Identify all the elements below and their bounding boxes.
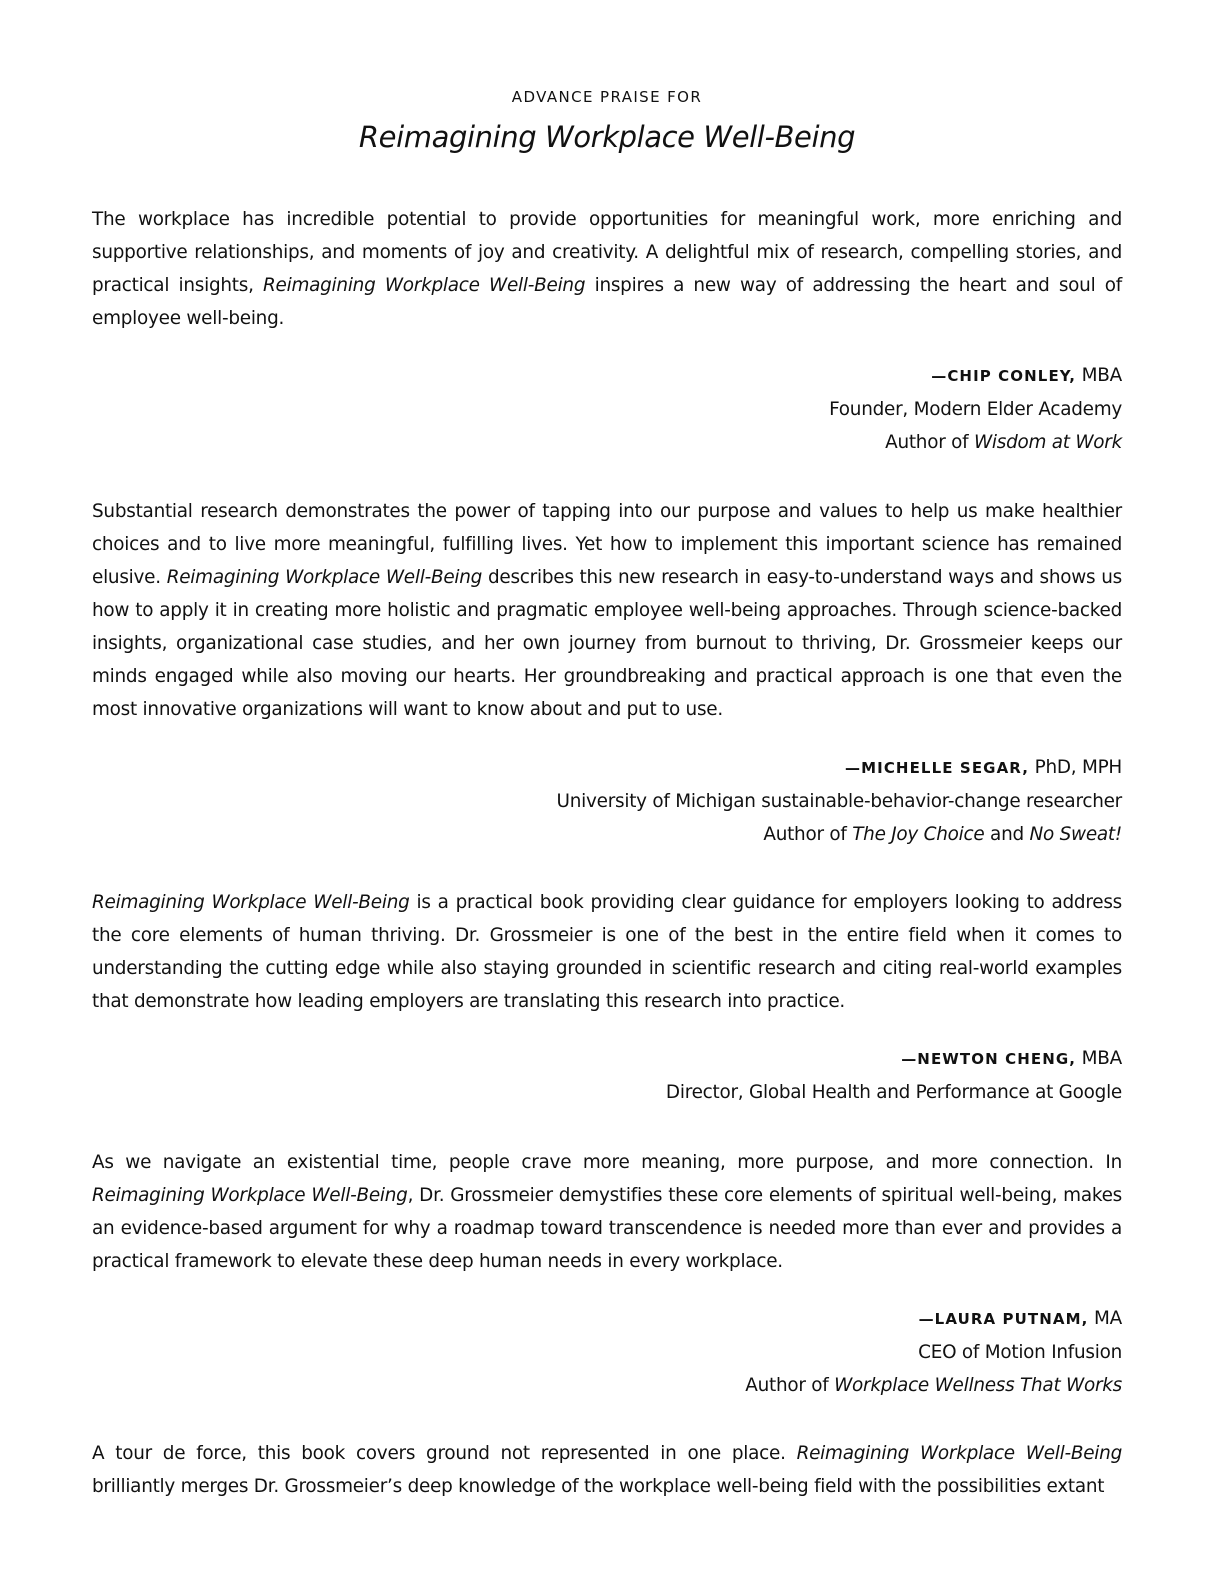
quote-text: As we navigate an existential time, people crave more meaning, more purpose, and more connection. In: [92, 1152, 1122, 1173]
book-title-inline: Reimagining Workplace Well-Being: [263, 275, 586, 296]
endorser-book-title: The Joy Choice: [852, 824, 985, 845]
praise-quote-3: [92, 886, 1122, 1018]
endorser-credentials: MA: [1088, 1308, 1122, 1329]
attribution-4: [92, 1302, 1122, 1402]
endorser-book-title-2: No Sweat!: [1029, 824, 1122, 845]
quote-text: is a practical book providing clear guidance for employers looking to address the core elements of human thriving. Dr. Grossmeier is one of the best in the entire field when it comes to understanding the cutting edge while also staying grounded in scientific research and citing real-world examples that demonstrate how leading employers are translating this research into practice.: [92, 892, 1122, 1012]
endorser-role: CEO of Motion Infusion: [918, 1342, 1122, 1363]
quote-text: A tour de force, this book covers ground not represented in one place.: [92, 1443, 797, 1464]
attribution-3: [92, 1042, 1122, 1109]
endorser-role: Director, Global Health and Performance at Google: [665, 1082, 1122, 1103]
endorser-name: —LAURA PUTNAM,: [918, 1310, 1089, 1328]
praise-quote-5: [92, 1437, 1122, 1503]
conjunction: and: [984, 824, 1030, 845]
praise-quote-1: [92, 203, 1122, 335]
author-of-prefix: Author of: [763, 824, 853, 845]
endorser-book-title: Workplace Wellness That Works: [834, 1375, 1122, 1396]
quote-text: inspires a new way of addressing the heart and soul of employee well-being.: [92, 275, 1122, 329]
book-title-inline: Reimagining Workplace Well-Being: [796, 1443, 1122, 1464]
attribution-2: [92, 751, 1122, 851]
praise-quote-4: [92, 1146, 1122, 1278]
book-title-inline: Reimagining Workplace Well-Being: [166, 567, 483, 588]
praise-quote-2: [92, 495, 1122, 726]
book-title: Reimagining Workplace Well-Being: [358, 120, 856, 154]
endorser-book-title: Wisdom at Work: [973, 432, 1122, 453]
endorser-credentials: PhD, MPH: [1029, 757, 1122, 778]
quote-text: describes this new research in easy-to-understand ways and shows us how to apply it in creating more holistic and pragmatic employee well-being approaches. Through science-backed insights, organizational case studies, and her own journey from burnout to thriving, Dr. Grossmeier keeps our minds engaged while also moving our hearts. Her groundbreaking and practical approach is one that even the most innovative organizations will want to know about and put to use.: [92, 567, 1122, 720]
endorser-role: University of Michigan sustainable-behavior-change researcher: [556, 791, 1122, 812]
quote-text: Substantial research demonstrates the power of tapping into our purpose and values to help us make healthier choices and to live more meaningful, fulfilling lives. Yet how to implement this important science has remained elusive.: [92, 501, 1122, 588]
book-title-inline: Reimagining Workplace Well-Being: [92, 892, 410, 913]
advance-praise-kicker: ADVANCE PRAISE FOR: [511, 88, 703, 106]
author-of-prefix: Author of: [745, 1375, 835, 1396]
endorser-credentials: MBA: [1076, 1048, 1122, 1069]
author-of-prefix: Author of: [885, 432, 974, 453]
endorser-name: —MICHELLE SEGAR,: [845, 759, 1030, 777]
quote-text: The workplace has incredible potential to provide opportunities for meaningful work, more enriching and supportive relationships, and moments of joy and creativity. A delightful mix of research, compelling stories, and practical insights,: [92, 209, 1122, 296]
quote-text: brilliantly merges Dr. Grossmeier’s deep knowledge of the workplace well-being field with the possibilities extant: [92, 1476, 1105, 1497]
endorser-name: —CHIP CONLEY,: [931, 367, 1077, 385]
quote-text: , Dr. Grossmeier demystifies these core elements of spiritual well-being, makes an evidence-based argument for why a roadmap toward transcendence is needed more than ever and provides a practical framework to elevate these deep human needs in every workplace.: [92, 1185, 1123, 1272]
endorser-role: Founder, Modern Elder Academy: [829, 399, 1122, 420]
book-title-inline: Reimagining Workplace Well-Being: [92, 1185, 408, 1206]
endorser-credentials: MBA: [1076, 365, 1122, 386]
attribution-1: [92, 359, 1122, 459]
endorser-name: —NEWTON CHENG,: [901, 1050, 1077, 1068]
